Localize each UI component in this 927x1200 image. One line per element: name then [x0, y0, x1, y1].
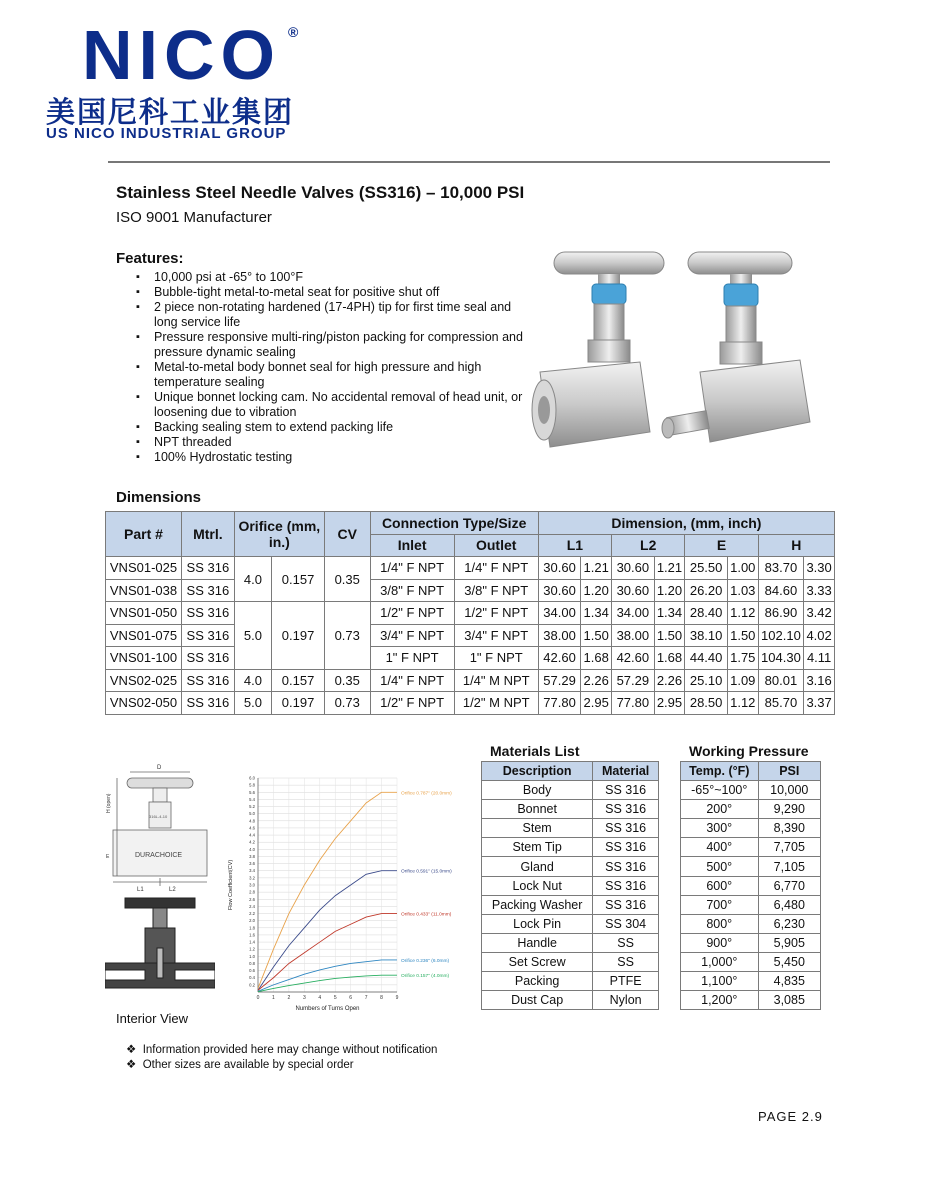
cell-temp: 400° [681, 838, 759, 857]
x-axis-label: Numbers of Turns Open [295, 1006, 360, 1012]
x-tick-label: 6 [349, 995, 353, 1001]
cell-part: VNS02-025 [106, 669, 182, 692]
table-row [681, 991, 821, 1010]
table-header-row [106, 512, 835, 535]
table-row [681, 857, 821, 876]
table-row [106, 669, 835, 692]
header-divider [108, 161, 830, 163]
cell-description: Body [482, 781, 593, 800]
y-tick-label: 1.8 [249, 925, 255, 931]
table-row [681, 895, 821, 914]
series-label: Orifice 0.787" (20.0mm) [401, 791, 452, 797]
cell-orifice-mm: 5.0 [234, 692, 272, 715]
cell-material: SS 304 [593, 914, 659, 933]
cell-inlet: 1/4" F NPT [370, 557, 454, 580]
cell-e-in: 1.75 [727, 647, 758, 670]
cell-description: Set Screw [482, 952, 593, 971]
cell-orifice-mm: 4.0 [234, 557, 272, 602]
cell-inlet: 1/2" F NPT [370, 602, 454, 625]
drawing-label-l1: L1 [137, 887, 144, 893]
feature-item: ▪ Metal-to-metal body bonnet seal for high pressure and high temperature sealing [154, 360, 534, 390]
x-tick-label: 7 [364, 995, 368, 1001]
cell-material: SS 316 [593, 838, 659, 857]
cell-h-mm: 83.70 [758, 557, 804, 580]
cell-l2-in: 1.68 [654, 647, 685, 670]
cell-mtrl: SS 316 [182, 579, 235, 602]
cell-temp: 800° [681, 914, 759, 933]
cell-h-in: 3.42 [804, 602, 835, 625]
col-l2: L2 [612, 534, 685, 557]
table-header-row [482, 762, 659, 781]
x-tick-label: 3 [302, 995, 306, 1001]
cell-psi: 7,705 [758, 838, 820, 857]
product-photo [520, 232, 820, 462]
cell-psi: 10,000 [758, 781, 820, 800]
col-temp: Temp. (°F) [681, 762, 759, 781]
table-row [482, 952, 659, 971]
cell-material: SS 316 [593, 895, 659, 914]
y-tick-label: 5.2 [249, 804, 255, 810]
col-connection: Connection Type/Size [370, 512, 538, 535]
cell-part: VNS01-025 [106, 557, 182, 580]
cell-e-mm: 25.10 [685, 669, 728, 692]
drawing-marking: 316L-4-10 [149, 814, 168, 819]
cell-cv: 0.35 [324, 669, 370, 692]
table-row [681, 781, 821, 800]
cell-e-in: 1.50 [727, 624, 758, 647]
cell-description: Stem [482, 819, 593, 838]
table-row [482, 991, 659, 1010]
cell-temp: 1,000° [681, 952, 759, 971]
cell-material: SS 316 [593, 857, 659, 876]
table-row [681, 800, 821, 819]
cell-outlet: 1/4" F NPT [454, 557, 538, 580]
cell-temp: 1,200° [681, 991, 759, 1010]
cell-h-mm: 102.10 [758, 624, 804, 647]
y-tick-label: 4.4 [249, 832, 255, 838]
col-orifice: Orifice (mm, in.) [234, 512, 324, 557]
y-tick-label: 3.2 [249, 875, 255, 881]
y-tick-label: 3.4 [249, 868, 255, 874]
cell-outlet: 3/4" F NPT [454, 624, 538, 647]
cell-psi: 8,390 [758, 819, 820, 838]
y-tick-label: 2.8 [249, 889, 255, 895]
cell-l2-mm: 38.00 [612, 624, 655, 647]
table-row [482, 838, 659, 857]
cell-e-in: 1.03 [727, 579, 758, 602]
table-row [482, 819, 659, 838]
cell-material: SS 316 [593, 819, 659, 838]
cell-description: Lock Nut [482, 876, 593, 895]
cell-cv: 0.73 [324, 602, 370, 670]
cell-orifice-in: 0.197 [272, 602, 325, 670]
diamond-bullet-icon: ❖ [126, 1059, 143, 1071]
cell-h-in: 4.02 [804, 624, 835, 647]
cell-outlet: 3/8" F NPT [454, 579, 538, 602]
cell-inlet: 1/4" F NPT [370, 669, 454, 692]
y-tick-label: 6.0 [249, 775, 255, 781]
cell-psi: 5,450 [758, 952, 820, 971]
table-row [681, 933, 821, 952]
cell-l2-in: 1.34 [654, 602, 685, 625]
cell-orifice-in: 0.157 [272, 557, 325, 602]
feature-item: ▪ NPT threaded [154, 435, 534, 450]
x-tick-label: 5 [333, 995, 337, 1001]
cell-l1-in: 2.95 [581, 692, 612, 715]
cell-l2-in: 1.21 [654, 557, 685, 580]
table-row [681, 914, 821, 933]
cell-outlet: 1/4" M NPT [454, 669, 538, 692]
table-row [482, 895, 659, 914]
cell-mtrl: SS 316 [182, 557, 235, 580]
cell-h-in: 3.33 [804, 579, 835, 602]
y-tick-label: 2.2 [249, 911, 255, 917]
technical-drawing [105, 758, 215, 1008]
cell-part: VNS01-075 [106, 624, 182, 647]
cell-description: Packing [482, 972, 593, 991]
col-l1: L1 [538, 534, 611, 557]
y-tick-label: 4.8 [249, 818, 255, 824]
features-list [136, 270, 534, 465]
y-tick-label: 2.0 [249, 918, 255, 924]
cell-l1-in: 1.50 [581, 624, 612, 647]
y-tick-label: 1.4 [249, 939, 255, 945]
cell-h-mm: 85.70 [758, 692, 804, 715]
cell-l2-mm: 34.00 [612, 602, 655, 625]
col-dimension: Dimension, (mm, inch) [538, 512, 834, 535]
cell-l1-in: 1.20 [581, 579, 612, 602]
cell-e-mm: 25.50 [685, 557, 728, 580]
cell-psi: 6,230 [758, 914, 820, 933]
y-tick-label: 1.6 [249, 932, 255, 938]
cell-temp: 900° [681, 933, 759, 952]
cell-l1-in: 1.68 [581, 647, 612, 670]
series-label: Orifice 0.157" (4.0mm) [401, 974, 450, 980]
cell-l1-mm: 30.60 [538, 557, 581, 580]
note-item [126, 1043, 437, 1058]
features-heading: Features: [116, 250, 184, 267]
y-tick-label: 2.4 [249, 903, 255, 909]
cell-l2-mm: 77.80 [612, 692, 655, 715]
cell-temp: 200° [681, 800, 759, 819]
cell-psi: 3,085 [758, 991, 820, 1010]
logo-english-name: US NICO INDUSTRIAL GROUP [46, 125, 287, 142]
cell-outlet: 1/2" F NPT [454, 602, 538, 625]
working-pressure-table [680, 761, 821, 1010]
table-row [482, 876, 659, 895]
cell-mtrl: SS 316 [182, 647, 235, 670]
cell-description: Handle [482, 933, 593, 952]
cell-e-mm: 28.40 [685, 602, 728, 625]
table-header-row [681, 762, 821, 781]
note-item [126, 1058, 437, 1073]
table-row [482, 933, 659, 952]
dimensions-heading: Dimensions [116, 489, 202, 506]
cell-material: SS 316 [593, 876, 659, 895]
table-row [681, 876, 821, 895]
table-row [106, 579, 835, 602]
y-axis-label: Flow Coefficient(CV) [228, 859, 234, 911]
materials-table [481, 761, 659, 1010]
col-cv: CV [324, 512, 370, 557]
materials-heading: Materials List [490, 743, 580, 759]
cell-l2-mm: 57.29 [612, 669, 655, 692]
cell-h-in: 4.11 [804, 647, 835, 670]
cell-description: Stem Tip [482, 838, 593, 857]
cell-orifice-mm: 4.0 [234, 669, 272, 692]
y-tick-label: 1.0 [249, 953, 255, 959]
cell-l1-mm: 34.00 [538, 602, 581, 625]
cell-material: PTFE [593, 972, 659, 991]
y-tick-label: 4.2 [249, 839, 255, 845]
table-row [681, 952, 821, 971]
col-inlet: Inlet [370, 534, 454, 557]
working-pressure-heading: Working Pressure [689, 743, 809, 759]
note-text: Other sizes are available by special order [142, 1059, 354, 1071]
cell-description: Bonnet [482, 800, 593, 819]
cell-psi: 7,105 [758, 857, 820, 876]
cell-temp: 300° [681, 819, 759, 838]
dimensions-table [105, 511, 835, 715]
interior-view-label: Interior View [116, 1011, 189, 1026]
cell-temp: 600° [681, 876, 759, 895]
cell-e-in: 1.12 [727, 602, 758, 625]
cell-h-mm: 84.60 [758, 579, 804, 602]
cell-h-in: 3.16 [804, 669, 835, 692]
drawing-brand: DURACHOICE [135, 852, 183, 859]
cell-part: VNS01-038 [106, 579, 182, 602]
y-tick-label: 0.8 [249, 960, 255, 966]
cell-outlet: 1" F NPT [454, 647, 538, 670]
cell-e-mm: 28.50 [685, 692, 728, 715]
cell-orifice-in: 0.157 [272, 669, 325, 692]
cell-l2-mm: 30.60 [612, 557, 655, 580]
cell-psi: 5,905 [758, 933, 820, 952]
drawing-label-e: E [106, 854, 110, 860]
cell-e-mm: 26.20 [685, 579, 728, 602]
page-title: Stainless Steel Needle Valves (SS316) – 10,000 PSI [116, 183, 525, 202]
cell-temp: -65°~100° [681, 781, 759, 800]
cell-h-in: 3.30 [804, 557, 835, 580]
cell-cv: 0.35 [324, 557, 370, 602]
x-tick-label: 8 [380, 995, 383, 1001]
cell-h-mm: 86.90 [758, 602, 804, 625]
y-tick-label: 3.0 [249, 882, 255, 888]
page-number: PAGE 2.9 [758, 1109, 823, 1124]
feature-item: ▪ 10,000 psi at -65° to 100°F [154, 270, 534, 285]
cell-description: Lock Pin [482, 914, 593, 933]
cell-l2-in: 2.95 [654, 692, 685, 715]
cell-description: Gland [482, 857, 593, 876]
cell-psi: 6,770 [758, 876, 820, 895]
feature-item: ▪ Unique bonnet locking cam. No accidental removal of head unit, or loosening due to vibration [154, 390, 534, 420]
cell-temp: 1,100° [681, 972, 759, 991]
feature-item: ▪ 2 piece non-rotating hardened (17-4PH) tip for first time seal and long service life [154, 300, 534, 330]
cell-inlet: 1" F NPT [370, 647, 454, 670]
cell-temp: 500° [681, 857, 759, 876]
cell-l1-mm: 77.80 [538, 692, 581, 715]
series-line [258, 914, 397, 991]
series-label: Orifice 0.591" (15.0mm) [401, 869, 452, 875]
cell-orifice-in: 0.197 [272, 692, 325, 715]
cell-h-in: 3.37 [804, 692, 835, 715]
x-tick-label: 2 [287, 995, 291, 1001]
cell-mtrl: SS 316 [182, 624, 235, 647]
table-row [681, 819, 821, 838]
x-tick-label: 9 [395, 995, 399, 1001]
table-row [106, 602, 835, 625]
table-row [482, 857, 659, 876]
feature-item: ▪ Backing sealing stem to extend packing life [154, 420, 534, 435]
x-tick-label: 0 [256, 995, 260, 1001]
cell-part: VNS01-100 [106, 647, 182, 670]
diamond-bullet-icon: ❖ [126, 1044, 143, 1056]
table-row [482, 800, 659, 819]
cell-l1-mm: 38.00 [538, 624, 581, 647]
table-row [482, 914, 659, 933]
y-tick-label: 4.6 [249, 825, 255, 831]
y-tick-label: 5.0 [249, 811, 255, 817]
cell-l2-mm: 42.60 [612, 647, 655, 670]
col-part: Part # [106, 512, 182, 557]
y-tick-label: 4.0 [249, 846, 255, 852]
cell-description: Dust Cap [482, 991, 593, 1010]
cell-inlet: 1/2" F NPT [370, 692, 454, 715]
table-row [106, 624, 835, 647]
y-tick-label: 5.6 [249, 789, 255, 795]
cell-inlet: 3/8" F NPT [370, 579, 454, 602]
col-psi: PSI [758, 762, 820, 781]
notes [126, 1043, 437, 1073]
y-tick-label: 2.6 [249, 896, 255, 902]
cell-orifice-mm: 5.0 [234, 602, 272, 670]
feature-item: ▪ Pressure responsive multi-ring/piston packing for compression and pressure dynamic sealing [154, 330, 534, 360]
cell-l2-mm: 30.60 [612, 579, 655, 602]
cell-part: VNS02-050 [106, 692, 182, 715]
x-tick-label: 1 [272, 995, 275, 1001]
y-tick-label: 0.2 [249, 982, 255, 988]
y-tick-label: 0.4 [249, 975, 255, 981]
drawing-label-d: D [157, 765, 162, 771]
cell-mtrl: SS 316 [182, 669, 235, 692]
table-row [482, 972, 659, 991]
cell-material: SS [593, 933, 659, 952]
cell-l2-in: 2.26 [654, 669, 685, 692]
cell-e-in: 1.09 [727, 669, 758, 692]
y-tick-label: 5.8 [249, 782, 255, 788]
cell-material: SS 316 [593, 781, 659, 800]
feature-item: ▪ 100% Hydrostatic testing [154, 450, 534, 465]
col-mtrl: Mtrl. [182, 512, 235, 557]
series-label: Orifice 0.236" (6.0mm) [401, 958, 450, 964]
cell-l2-in: 1.50 [654, 624, 685, 647]
registered-mark: ® [288, 24, 299, 40]
cell-e-in: 1.12 [727, 692, 758, 715]
cell-l1-mm: 42.60 [538, 647, 581, 670]
cell-material: SS 316 [593, 800, 659, 819]
series-label: Orifice 0.433" (11.0mm) [401, 912, 452, 918]
cell-h-mm: 80.01 [758, 669, 804, 692]
cell-l1-in: 1.34 [581, 602, 612, 625]
cell-e-in: 1.00 [727, 557, 758, 580]
flow-coefficient-chart [222, 770, 482, 1020]
logo-wordmark: NICO [82, 16, 281, 94]
table-row [106, 557, 835, 580]
page-subtitle: ISO 9001 Manufacturer [116, 209, 272, 226]
cell-e-mm: 38.10 [685, 624, 728, 647]
col-material: Material [593, 762, 659, 781]
table-row [681, 838, 821, 857]
col-description: Description [482, 762, 593, 781]
cell-l1-mm: 30.60 [538, 579, 581, 602]
cell-l2-in: 1.20 [654, 579, 685, 602]
cell-inlet: 3/4" F NPT [370, 624, 454, 647]
logo-chinese-name: 美国尼科工业集团 [46, 95, 295, 129]
cell-h-mm: 104.30 [758, 647, 804, 670]
table-row [482, 781, 659, 800]
cell-part: VNS01-050 [106, 602, 182, 625]
feature-item: ▪ Bubble-tight metal-to-metal seat for positive shut off [154, 285, 534, 300]
col-outlet: Outlet [454, 534, 538, 557]
y-tick-label: 5.4 [249, 796, 255, 802]
table-row [106, 692, 835, 715]
cell-psi: 9,290 [758, 800, 820, 819]
col-h: H [758, 534, 834, 557]
x-tick-label: 4 [318, 995, 322, 1001]
cell-psi: 6,480 [758, 895, 820, 914]
cell-l1-mm: 57.29 [538, 669, 581, 692]
drawing-label-l2: L2 [169, 887, 176, 893]
cell-cv: 0.73 [324, 692, 370, 715]
cell-mtrl: SS 316 [182, 692, 235, 715]
table-row [681, 972, 821, 991]
cell-l1-in: 2.26 [581, 669, 612, 692]
cell-temp: 700° [681, 895, 759, 914]
y-tick-label: 3.6 [249, 861, 255, 867]
cell-outlet: 1/2" M NPT [454, 692, 538, 715]
cell-description: Packing Washer [482, 895, 593, 914]
y-tick-label: 1.2 [249, 946, 255, 952]
cell-mtrl: SS 316 [182, 602, 235, 625]
cell-material: SS [593, 952, 659, 971]
cell-psi: 4,835 [758, 972, 820, 991]
col-e: E [685, 534, 758, 557]
note-text: Information provided here may change without notification [142, 1044, 438, 1056]
cell-material: Nylon [593, 991, 659, 1010]
y-tick-label: 0.6 [249, 968, 255, 974]
drawing-label-h: H (open) [106, 793, 112, 813]
cell-l1-in: 1.21 [581, 557, 612, 580]
y-tick-label: 3.8 [249, 853, 255, 859]
table-row [106, 647, 835, 670]
cell-e-mm: 44.40 [685, 647, 728, 670]
